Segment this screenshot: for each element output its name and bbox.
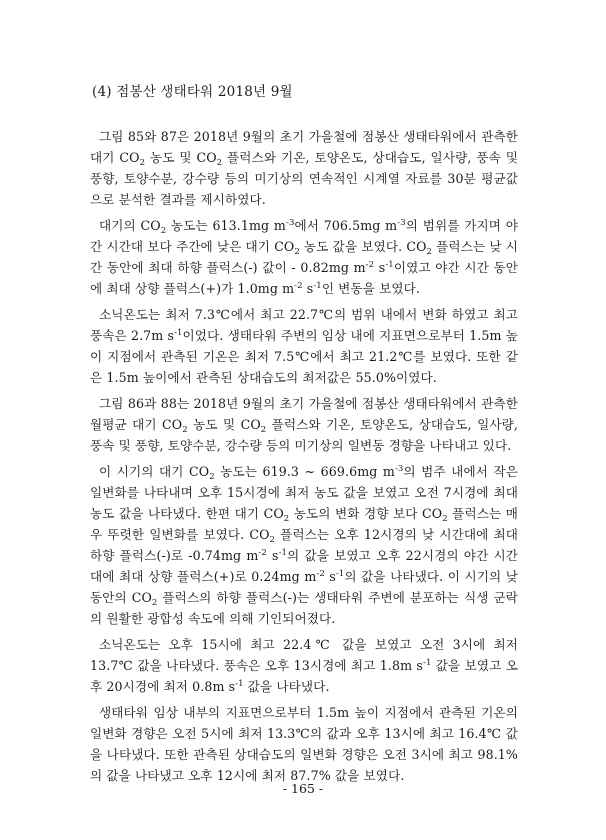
paragraph-understory-air-temp-humidity: 생태타워 임상 내부의 지표면으로부터 1.5m 높이 지점에서 관측된 기온의 일변화 경향은 오전 5시에 최저 13.3℃의 값과 오후 13시에 최고 16.4℃ 값을 나타냈다. 또한 관측된 상대습도의 일변화 경향은 오전 3시에 최고 98.1%의 값을 나타냈고 오후 12시에 최저 87.7% 값을 보였다. (90, 705, 518, 783)
paragraph-figure-85-87: 그림 85와 87은 2018년 9월의 초기 가을철에 점봉산 생태타워에서 관측한 대기 $CO_2$ 농도 및 $CO_2$ 플럭스와 기온, 토양온도, 상대습도, 일사량, 풍속 및 풍향, 토양수분, 강수량 등의 미기상의 연속적인 시계열 자료를 30분 평균값으로 분석한 결과를 제시하였다. (90, 129, 518, 207)
section-heading: (4) 점봉산 생태타워 2018년 9월 (92, 84, 293, 100)
paragraph-figure-86-88: 그림 86과 88는 2018년 9월의 초기 가을철에 점봉산 생태타워에서 관측한 월평균 대기 $CO_2$ 농도 및 $CO_2$ 플럭스와 기온, 토양온도, 상대습도, 일사량, 풍속 및 풍향, 토양수분, 강수량 등의 미기상의 일변동 경향을 나타내고 있다. (90, 396, 518, 453)
page-number: - 165 - (282, 781, 324, 796)
paragraph-diurnal-sonic-wind: 소닉온도는 오후 15시에 최고 22.4℃ 값을 보였고 오전 3시에 최저 13.7℃ 값을 나타냈다. 풍속은 오후 13시경에 최고 1.8m $s^{-1}$ 값을 보였고 오후 20시경에 최저 0.8m $s^{-1}$ 값을 나타냈다. (90, 637, 518, 694)
paragraph-sonic-temperature: 소닉온도는 최저 7.3℃에서 최고 22.7℃의 범위 내에서 변화 하였고 최고 풍속은 2.7m $s^{-1}$이었다. 생태타워 주변의 임상 내에 지표면으로부터 1.5m 높이 지점에서 관측된 기온은 최저 7.5℃에서 최고 21.2℃를 보였다. 또한 같은 1.5m 높이에서 관측된 상대습도의 최저값은 55.0%이였다. (90, 307, 518, 385)
paragraph-diurnal-co2: 이 시기의 대기 $CO_2$ 농도는 619.3 ~ 669.6mg $m^{-3}$의 범주 내에서 작은 일변화를 나타내며 오후 15시경에 최저 농도 값을 보였고 오전 7시경에 최대 농도 값을 나타냈다. 한편 대기 $CO_2$ 농도의 변화 경향 보다 $CO_2$ 플럭스는 매우 뚜렷한 일변화를 보였다. $CO_2$ 플럭스는 오후 12시경의 낮 시간대에 최대 하향 플럭스(-)로 -0.74mg $m^{-2}$ $s^{-1}$의 값을 보였고 오후 22시경의 야간 시간대에 최대 상향 플럭스(+)로 0.24mg $m^{-2}$ $s^{-1}$의 값을 나타냈다. 이 시기의 낮 동안의 $CO_2$ 플럭스의 하향 플럭스(-)는 생태타워 주변에 분포하는 식생 군락의 원활한 광합성 속도에 의해 기인되어졌다. (90, 464, 518, 626)
paragraph-co2-concentration: 대기의 $CO_2$ 농도는 613.1mg $m^{-3}$에서 706.5mg $m^{-3}$의 범위를 가지며 야간 시간대 보다 주간에 낮은 대기 $CO_2$ 농도 값을 보였다. $CO_2$ 플럭스는 낮 시간 동안에 최대 하향 플럭스(-) 값이 - 0.82mg $m^{-2}$ $s^{-1}$이였고 야간 시간 동안에 최대 상향 플럭스(+)가 1.0mg $m^{-2}$ $s^{-1}$인 변동을 보였다. (90, 218, 519, 296)
body-text (90, 126, 518, 791)
